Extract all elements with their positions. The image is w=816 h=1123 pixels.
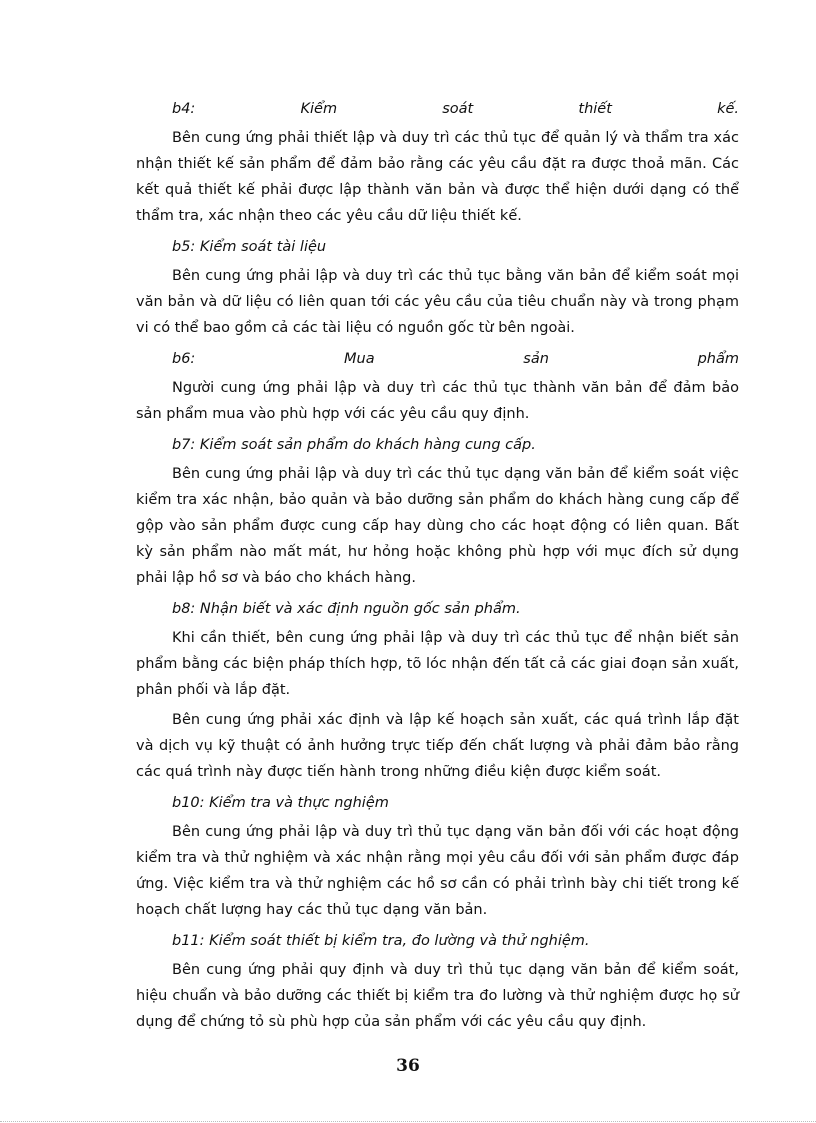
page-number: 36 [396,1056,420,1076]
heading-word: b6: [172,351,196,367]
heading-b11: b11: Kiểm soát thiết bị kiểm tra, đo lường và thử nghiệm. [172,933,590,949]
heading-b6 [136,345,739,373]
heading-word: sản [523,351,549,367]
heading-b10: b10: Kiểm tra và thực nghiệm [172,795,389,811]
page-bottom-divider [0,1121,816,1122]
heading-word: thiết [578,101,612,117]
page-content [136,95,739,1039]
paragraph-b4: Bên cung ứng phải thiết lập và duy trì các thủ tục để quản lý và thẩm tra xác nhận thiết kế sản phẩm để đảm bảo rằng các yêu cầu đặt ra được thoả mãn. Các kết quả thiết kế phải được lập thành văn bản và được thể hiện dưới dạng có thể thẩm tra, xác nhận theo các yêu cầu dữ liệu thiết kế. [136,130,739,224]
heading-b5: b5: Kiểm soát tài liệu [172,239,327,255]
paragraph-b11: Bên cung ứng phải quy định và duy trì thủ tục dạng văn bản để kiểm soát, hiệu chuẩn và bảo dưỡng các thiết bị kiểm tra đo lường và thử nghiệm được họ sử dụng để chứng tỏ sù phù hợp của sản phẩm với các yêu cầu quy định. [136,962,739,1030]
heading-word: Mua [344,351,375,367]
heading-word: kế. [717,101,739,117]
heading-word: Kiểm [300,101,338,117]
paragraph-b5: Bên cung ứng phải lập và duy trì các thủ tục bằng văn bản để kiểm soát mọi văn bản và dữ liệu có liên quan tới các yêu cầu của tiêu chuẩn này và trong phạm vi có thể bao gồm cả các tài liệu có nguồn gốc từ bên ngoài. [136,268,739,336]
heading-b4 [136,95,739,123]
heading-b7: b7: Kiểm soát sản phẩm do khách hàng cung cấp. [172,437,536,453]
paragraph-b8-2: Bên cung ứng phải xác định và lập kế hoạch sản xuất, các quá trình lắp đặt và dịch vụ kỹ thuật có ảnh hưởng trực tiếp đến chất lượng và phải đảm bảo rằng các quá trình này được tiến hành trong những điều kiện được kiểm soát. [136,712,739,780]
paragraph-b10: Bên cung ứng phải lập và duy trì thủ tục dạng văn bản đối với các hoạt động kiểm tra và thử nghiệm và xác nhận rằng mọi yêu cầu đối với sản phẩm được đáp ứng. Việc kiểm tra và thử nghiệm các hồ sơ cần có phải trình bày chi tiết trong kế hoạch chất lượng hay các thủ tục dạng văn bản. [136,824,739,918]
heading-word: b4: [172,101,196,117]
heading-word: soát [442,101,474,117]
heading-b8: b8: Nhận biết và xác định nguồn gốc sản phẩm. [172,601,521,617]
paragraph-b8-1: Khi cần thiết, bên cung ứng phải lập và duy trì các thủ tục để nhận biết sản phẩm bằng các biện pháp thích hợp, tõ lóc nhận đến tất cả các giai đoạn sản xuất, phân phối và lắp đặt. [136,630,739,698]
paragraph-b7: Bên cung ứng phải lập và duy trì các thủ tục dạng văn bản để kiểm soát việc kiểm tra xác nhận, bảo quản và bảo dưỡng sản phẩm do khách hàng cung cấp để gộp vào sản phẩm được cung cấp hay dùng cho các hoạt động có liên quan. Bất kỳ sản phẩm nào mất mát, hư hỏng hoặc không phù hợp với mục đích sử dụng phải lập hồ sơ và báo cho khách hàng. [136,466,739,586]
heading-word: phẩm [697,351,739,367]
paragraph-b6: Người cung ứng phải lập và duy trì các thủ tục thành văn bản để đảm bảo sản phẩm mua vào phù hợp với các yêu cầu quy định. [136,380,739,422]
